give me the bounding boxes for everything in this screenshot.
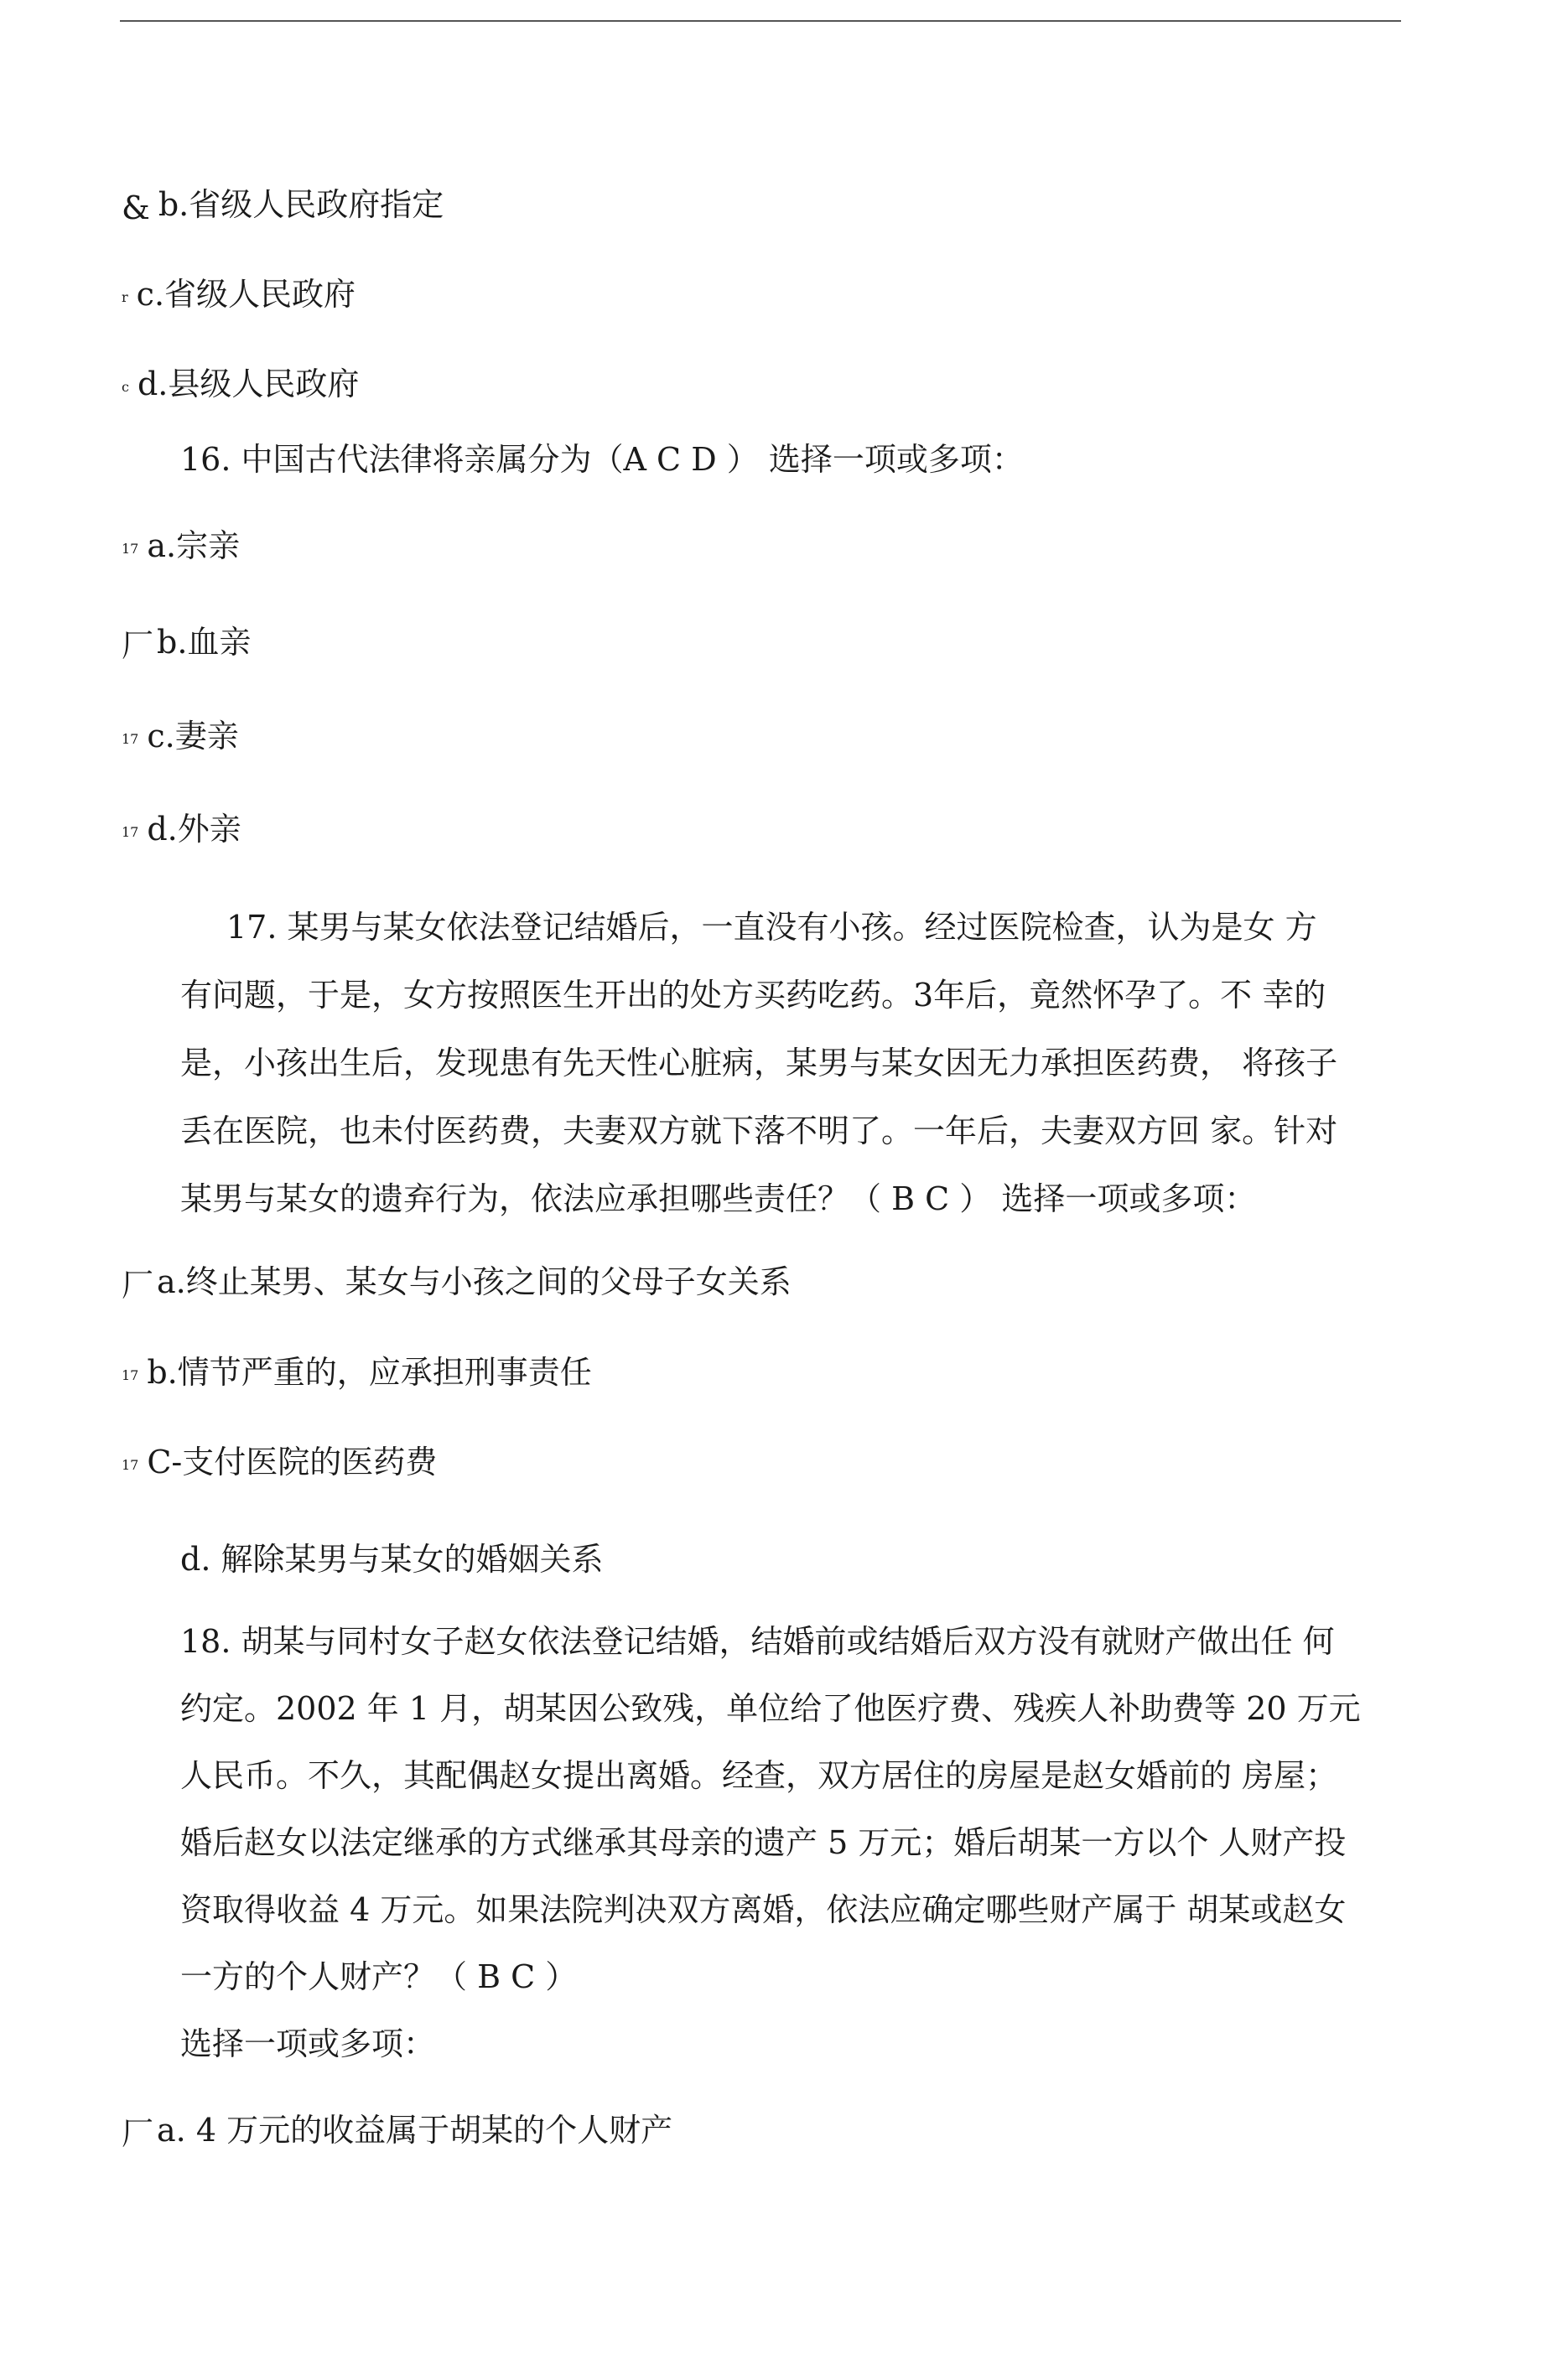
option-marker: 厂 <box>122 2114 154 2152</box>
option-marker: 17 <box>122 730 139 747</box>
q17-stem-line-5: 某男与某女的遗弃行为，依法应承担哪些责任？（ B C ） 选择一项或多项： <box>180 1180 1257 1217</box>
q18-stem-line-2: 约定。2002 年 1 月，胡某因公致残，单位给了他医疗费、残疾人补助费等 20 万元 <box>180 1690 1361 1727</box>
q17-option-d[interactable] <box>180 1537 604 1581</box>
option-marker: 17 <box>122 1456 139 1473</box>
q16-option-d[interactable] <box>122 807 241 854</box>
option-marker: 17 <box>122 823 139 840</box>
option-text: b.血亲 <box>157 624 252 661</box>
option-marker: 厂 <box>122 626 154 664</box>
option-text: b.情节严重的，应承担刑事责任 <box>147 1354 592 1391</box>
option-marker: r <box>122 288 128 305</box>
q16-option-a[interactable] <box>122 524 240 571</box>
option-text: a. 4 万元的收益属于胡某的个人财产 <box>157 2112 673 2149</box>
q18-stem-line-5: 资取得收益 4 万元。如果法院判决双方离婚，依法应确定哪些财产属于 胡某或赵女 <box>180 1891 1347 1928</box>
option-marker: c <box>122 378 129 395</box>
q18-stem-line-3: 人民币。不久，其配偶赵女提出离婚。经查，双方居住的房屋是赵女婚前的 房屋； <box>180 1757 1338 1794</box>
q18-stem-line-6: 一方的个人财产？（ B C ） <box>180 1958 578 1995</box>
q18-option-a[interactable] <box>122 2108 672 2155</box>
option-text: c.省级人民政府 <box>136 276 356 313</box>
option-marker: & <box>122 189 150 226</box>
q16-stem: 16. 中国古代法律将亲属分为（A C D ） 选择一项或多项： <box>180 441 1024 478</box>
option-text: c.妻亲 <box>147 718 239 754</box>
option-text: b.省级人民政府指定 <box>158 186 444 223</box>
q18-stem-line-1: 18. 胡某与同村女子赵女依法登记结婚，结婚前或结婚后双方没有就财产做出任 何 <box>180 1623 1335 1660</box>
q17-stem-line-3: 是，小孩出生后，发现患有先天性心脏病，某男与某女因无力承担医药费， 将孩子 <box>180 1045 1338 1081</box>
option-text: d. 解除某男与某女的婚姻关系 <box>180 1541 604 1578</box>
option-text: d.外亲 <box>147 811 241 848</box>
q17-option-a[interactable] <box>122 1260 792 1307</box>
q16-option-c[interactable] <box>122 714 239 761</box>
q15-option-c[interactable] <box>122 272 356 319</box>
q18-stem-line-4: 婚后赵女以法定继承的方式继承其母亲的遗产 5 万元；婚后胡某一方以个 人财产投 <box>180 1824 1347 1861</box>
q17-option-b[interactable] <box>122 1351 592 1397</box>
q17-stem-line-4: 丢在医院，也未付医药费，夫妻双方就下落不明了。一年后，夫妻双方回 家。针对 <box>180 1112 1338 1149</box>
option-text: a.终止某男、某女与小孩之间的父母子女关系 <box>157 1263 792 1300</box>
header-rule <box>120 20 1401 22</box>
q18-stem-line-7: 选择一项或多项： <box>180 2025 436 2062</box>
option-text: C-支付医院的医药费 <box>147 1444 438 1480</box>
q16-option-b[interactable] <box>122 620 251 667</box>
q15-option-b[interactable] <box>122 183 444 230</box>
option-text: a.宗亲 <box>147 527 241 564</box>
q15-option-d[interactable] <box>122 362 359 409</box>
q17-option-c[interactable] <box>122 1440 437 1487</box>
option-marker: 17 <box>122 540 139 557</box>
option-marker: 17 <box>122 1366 139 1383</box>
option-text: d.县级人民政府 <box>137 366 360 402</box>
q17-stem-line-2: 有问题，于是，女方按照医生开出的处方买药吃药。3年后，竟然怀孕了。不 幸的 <box>180 977 1326 1014</box>
q17-stem-line-1: 17. 某男与某女依法登记结婚后，一直没有小孩。经过医院检查，认为是女 方 <box>226 909 1317 946</box>
option-marker: 厂 <box>122 1266 154 1304</box>
